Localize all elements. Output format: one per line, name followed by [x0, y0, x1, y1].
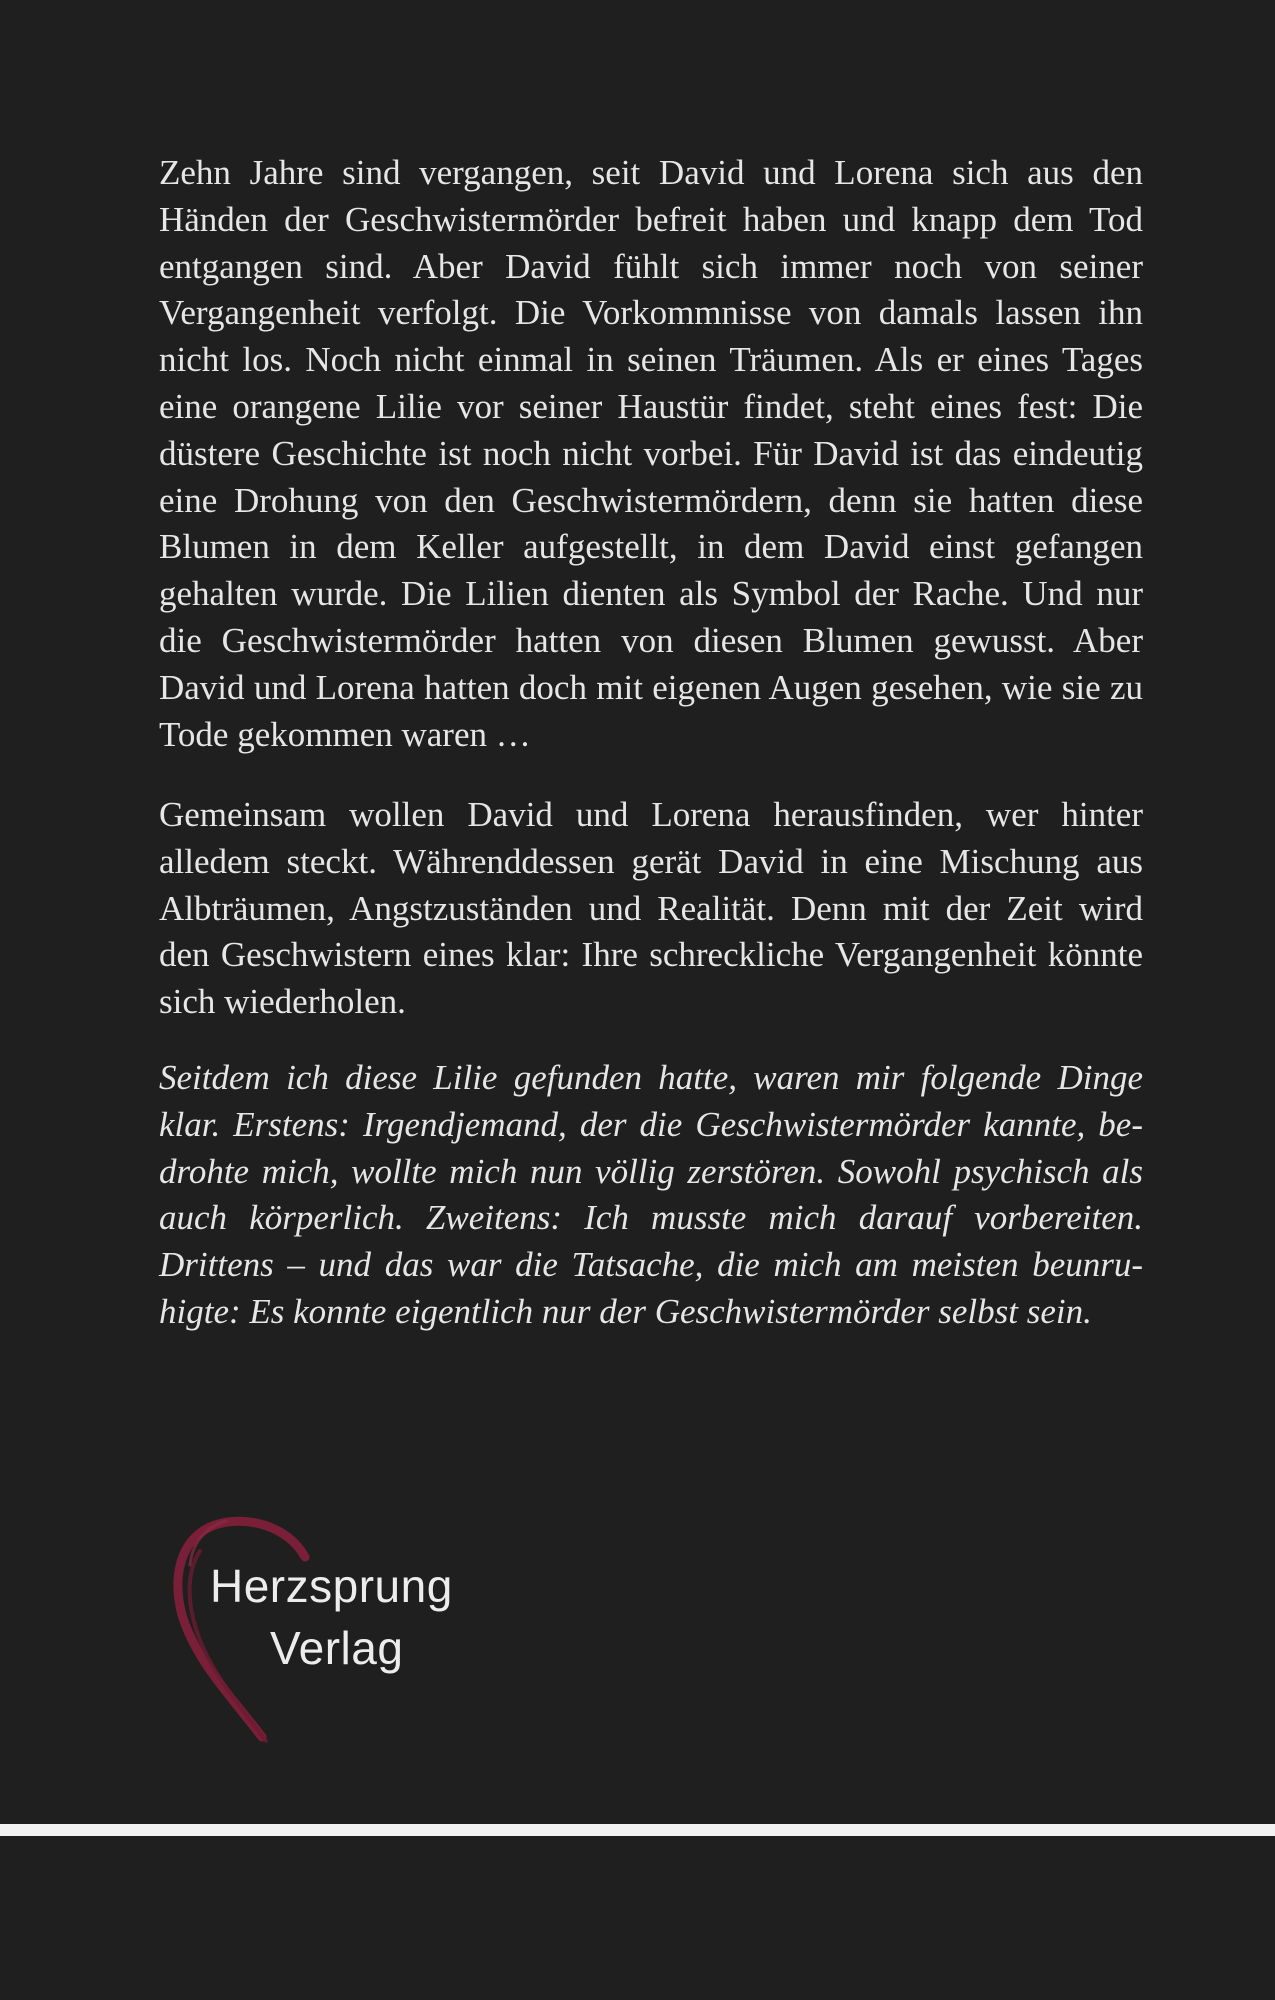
blurb-paragraph-1: [159, 150, 1143, 758]
publisher-name-line-2: Verlag: [270, 1622, 404, 1674]
excerpt-quote: [159, 1055, 1143, 1336]
blurb-paragraph-1-text: Zehn Jahre sind vergangen, seit David und Lorena sich aus den Händen der Geschwistermörder befreit haben und knapp dem Tod entgangen sind. Aber David fühlt sich immer noch von seiner Vergangenheit verfolgt. Die Vorkommnisse von damals lassen ihn nicht los. Noch nicht einmal in seinen Träumen. Als er eines Tages eine orangene Lilie vor seiner Haustür findet, steht eines fest: Die düstere Geschichte ist noch nicht vorbei. Für David ist das eindeutig eine Drohung von den Geschwistermördern, denn sie hatten diese Blumen in dem Keller aufgestellt, in dem David einst gefangen gehalten wurde. Die Lilien dienten als Symbol der Rache. Und nur die Geschwistermörder hatten von diesen Blumen gewusst. Aber David und Lorena hatten doch mit eigenen Augen gesehen, wie sie zu Tode gekommen waren …: [159, 153, 1143, 754]
bottom-stripe: [0, 1824, 1275, 1836]
blurb-paragraph-2-text: Gemeinsam wollen David und Lorena herausfinden, wer hinter alledem steckt. Währenddessen gerät David in eine Mischung aus Albträumen, Angstzuständen und Realität. Denn mit der Zeit wird den Geschwistern eines klar: Ihre schreckliche Vergangenheit könnte sich wiederholen.: [159, 795, 1143, 1022]
blurb-paragraph-2: [159, 792, 1143, 1026]
publisher-name-line-1: Herzsprung: [210, 1560, 453, 1612]
excerpt-quote-text: Seitdem ich diese Lilie gefunden hatte, waren mir folgende Dinge klar. Erstens: Irgendjemand, der die Geschwistermörder kannte, bedrohte mich, wollte mich nun völlig zerstören. Sowohl psychisch als auch körperlich. Zweitens: Ich musste mich darauf vorbereiten. Drittens – und das war die Tatsache, die mich am meisten beunruhigte: Es konnte eigentlich nur der Geschwistermörder selbst sein.: [159, 1058, 1143, 1331]
publisher-logo: [170, 1505, 490, 1745]
